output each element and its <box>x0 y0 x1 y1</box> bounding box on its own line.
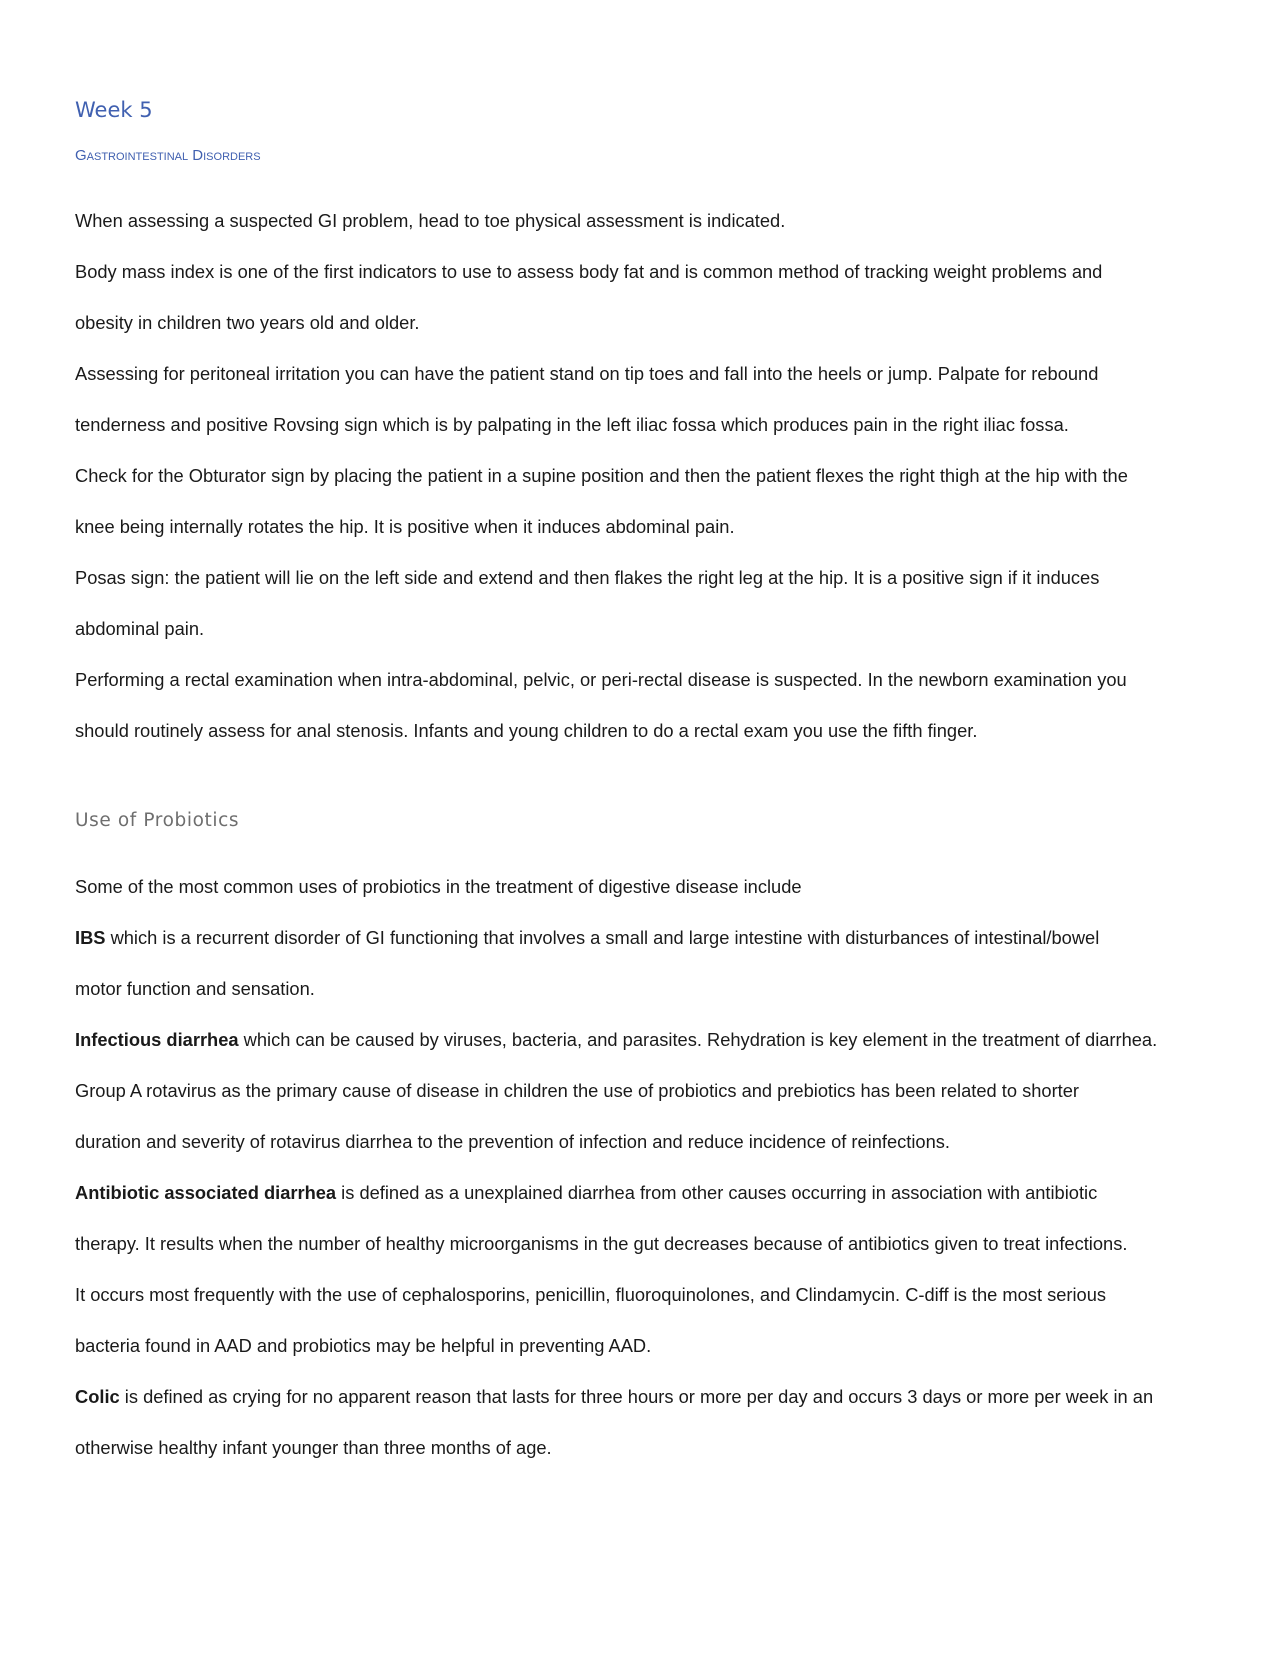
section-heading-probiotics: Use of Probiotics <box>75 810 240 831</box>
paragraph <box>75 450 1205 552</box>
paragraph-line <box>75 1014 1205 1065</box>
paragraph-line: knee being internally rotates the hip. It is positive when it induces abdominal pain. <box>75 516 735 537</box>
paragraph-line: Performing a rectal examination when intra-abdominal, pelvic, or peri-rectal disease is suspected. In the newborn examination you <box>75 669 1127 690</box>
document-page <box>75 95 1205 1473</box>
paragraph-colic <box>75 1371 1205 1473</box>
paragraph-line: Assessing for peritoneal irritation you can have the patient stand on tip toes and fall into the heels or jump. Palpate for rebound <box>75 363 1099 384</box>
paragraph-text: which can be caused by viruses, bacteria, and parasites. Rehydration is key element in the treatment of diarrhea. <box>238 1029 1158 1050</box>
paragraph-line: therapy. It results when the number of healthy microorganisms in the gut decreases because of antibiotics given to treat infections. <box>75 1233 1128 1254</box>
paragraph-aad <box>75 1167 1205 1371</box>
paragraph-line: tenderness and positive Rovsing sign which is by palpating in the left iliac fossa which produces pain in the right iliac fossa. <box>75 414 1069 435</box>
paragraph-line: Group A rotavirus as the primary cause of disease in children the use of probiotics and prebiotics has been related to shorter <box>75 1080 1079 1101</box>
paragraph-line: should routinely assess for anal stenosis. Infants and young children to do a rectal exam you use the fifth finger. <box>75 720 978 741</box>
paragraph-text: is defined as crying for no apparent reason that lasts for three hours or more per day and occurs 3 days or more per week in an <box>119 1386 1154 1407</box>
paragraph <box>75 552 1205 654</box>
paragraph-line <box>75 1167 1205 1218</box>
paragraph <box>75 195 1205 246</box>
page-title: Week 5 <box>75 98 153 122</box>
paragraph-line <box>75 912 1205 963</box>
paragraph-line: Body mass index is one of the first indicators to use to assess body fat and is common method of tracking weight problems and <box>75 261 1103 282</box>
paragraph-line: Posas sign: the patient will lie on the left side and extend and then flakes the right leg at the hip. It is a positive sign if it induces <box>75 567 1100 588</box>
term-infectious-diarrhea: Infectious diarrhea <box>75 1029 239 1050</box>
paragraph-line: otherwise healthy infant younger than three months of age. <box>75 1437 552 1458</box>
paragraph <box>75 348 1205 450</box>
term-colic: Colic <box>75 1386 120 1407</box>
section-gi-disorders <box>75 195 1205 756</box>
paragraph-line: motor function and sensation. <box>75 978 315 999</box>
paragraph-line: Check for the Obturator sign by placing the patient in a supine position and then the patient flexes the right thigh at the hip with the <box>75 465 1128 486</box>
paragraph-line: abdominal pain. <box>75 618 205 639</box>
paragraph-text: which is a recurrent disorder of GI functioning that involves a small and large intestine with disturbances of intestinal/bowel <box>105 927 1100 948</box>
paragraph-text: is defined as a unexplained diarrhea from other causes occurring in association with antibiotic <box>336 1182 1098 1203</box>
section-heading-gi-disorders: Gastrointestinal Disorders <box>75 147 261 164</box>
paragraph-line <box>75 1371 1205 1422</box>
paragraph <box>75 654 1205 756</box>
paragraph-infectious-diarrhea <box>75 1014 1205 1167</box>
spacer <box>75 756 1205 806</box>
paragraph-intro <box>75 861 1205 912</box>
paragraph-line: obesity in children two years old and older. <box>75 312 420 333</box>
term-ibs: IBS <box>75 927 106 948</box>
paragraph-ibs <box>75 912 1205 1014</box>
paragraph-line: When assessing a suspected GI problem, head to toe physical assessment is indicated. <box>75 210 786 231</box>
term-aad: Antibiotic associated diarrhea <box>75 1182 337 1203</box>
paragraph-line: bacteria found in AAD and probiotics may be helpful in preventing AAD. <box>75 1335 652 1356</box>
paragraph <box>75 246 1205 348</box>
paragraph-line: duration and severity of rotavirus diarrhea to the prevention of infection and reduce incidence of reinfections. <box>75 1131 950 1152</box>
section-probiotics <box>75 861 1205 1473</box>
paragraph-line: Some of the most common uses of probiotics in the treatment of digestive disease include <box>75 876 802 897</box>
paragraph-line: It occurs most frequently with the use of cephalosporins, penicillin, fluoroquinolones, and Clindamycin. C-diff is the most serious <box>75 1284 1107 1305</box>
